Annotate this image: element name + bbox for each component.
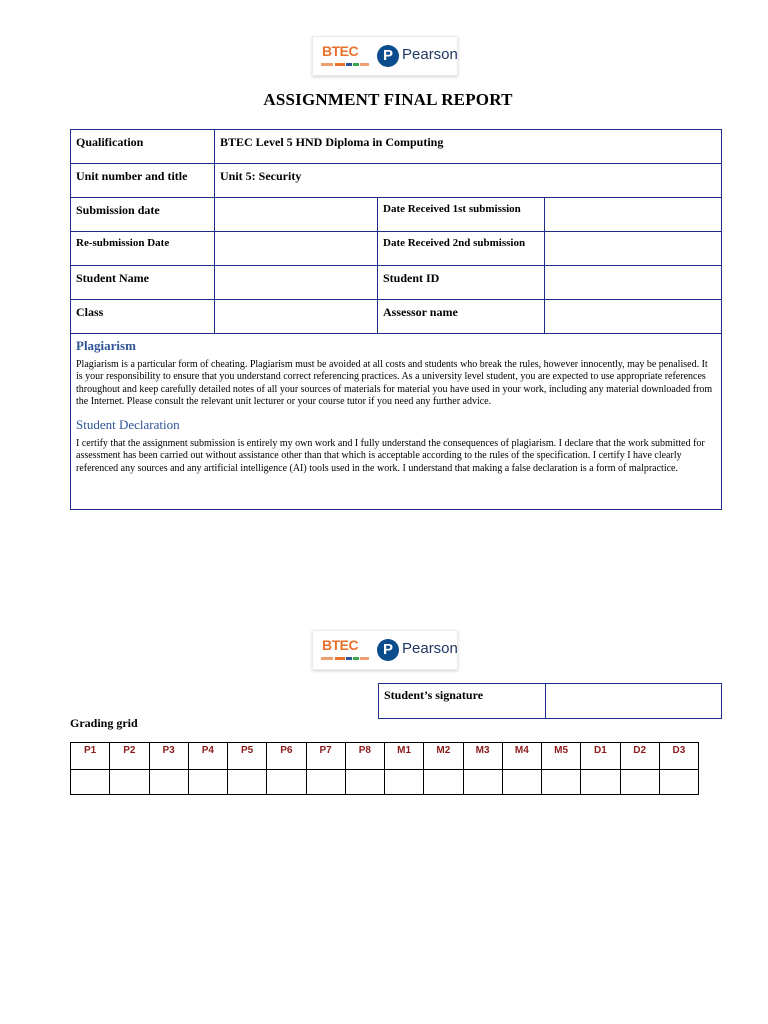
grading-cell-p6[interactable] — [267, 770, 306, 795]
grading-criterion-m2: M2 — [424, 743, 463, 770]
class-field[interactable] — [215, 300, 378, 334]
assessor-field[interactable] — [545, 300, 722, 334]
grading-grid — [70, 742, 699, 795]
btec-logo-stripe — [319, 63, 371, 67]
grading-criterion-p7: P7 — [306, 743, 345, 770]
submission-date-label: Submission date — [71, 198, 215, 232]
grading-cell-d2[interactable] — [620, 770, 659, 795]
grading-criterion-p2: P2 — [110, 743, 149, 770]
pearson-logo-text: Pearson — [402, 640, 458, 657]
grading-criterion-p4: P4 — [188, 743, 227, 770]
pearson-logo-text: Pearson — [402, 46, 458, 63]
table-row — [71, 130, 722, 164]
table-row — [71, 266, 722, 300]
grading-criterion-p8: P8 — [345, 743, 384, 770]
grading-criterion-p3: P3 — [149, 743, 188, 770]
submission-date-field[interactable] — [215, 198, 378, 232]
grading-criterion-p6: P6 — [267, 743, 306, 770]
logo-banner — [312, 36, 458, 76]
date-received-1-label: Date Received 1st submission — [378, 198, 545, 232]
student-name-label: Student Name — [71, 266, 215, 300]
grading-criterion-m4: M4 — [502, 743, 541, 770]
btec-logo-text: BTEC — [322, 637, 359, 653]
declaration-heading: Student Declaration — [76, 417, 180, 433]
notes-cell — [71, 334, 722, 510]
date-received-1-field[interactable] — [545, 198, 722, 232]
grading-cell-m2[interactable] — [424, 770, 463, 795]
grading-cell-p4[interactable] — [188, 770, 227, 795]
table-row — [71, 334, 722, 510]
grading-criterion-d2: D2 — [620, 743, 659, 770]
page-title: ASSIGNMENT FINAL REPORT — [263, 90, 513, 109]
table-row — [71, 198, 722, 232]
grading-criterion-d1: D1 — [581, 743, 620, 770]
grading-cell-p8[interactable] — [345, 770, 384, 795]
grading-cell-d3[interactable] — [659, 770, 698, 795]
table-row — [71, 164, 722, 198]
grading-cell-p7[interactable] — [306, 770, 345, 795]
declaration-text: I certify that the assignment submission is entirely my own work and I fully understand the consequences of plagiarism. I declare that the work submitted for assessment has been carried out without assistance other than that which is acceptable according to the rules of the specification. I certify I have clearly referenced any sources and any artificial intelligence (AI) tools used in the work. I understand that making a false declaration is a form of malpractice. — [76, 438, 705, 474]
qualification-label: Qualification — [71, 130, 215, 164]
grading-cell-m5[interactable] — [542, 770, 581, 795]
pearson-logo-icon: P — [377, 639, 399, 661]
resubmission-date-field[interactable] — [215, 232, 378, 266]
qualification-value: BTEC Level 5 HND Diploma in Computing — [215, 130, 722, 164]
resubmission-date-label: Re-submission Date — [71, 232, 215, 266]
class-label: Class — [71, 300, 215, 334]
student-id-label: Student ID — [378, 266, 545, 300]
grading-header-row — [71, 743, 699, 770]
btec-logo — [319, 42, 371, 70]
unit-value: Unit 5: Security — [215, 164, 722, 198]
grading-grid-label: Grading grid — [70, 716, 138, 730]
date-received-2-field[interactable] — [545, 232, 722, 266]
btec-logo-stripe — [319, 657, 371, 661]
grading-criterion-m1: M1 — [385, 743, 424, 770]
grading-criterion-m3: M3 — [463, 743, 502, 770]
signature-table — [378, 683, 722, 719]
signature-field[interactable] — [546, 684, 722, 719]
student-id-field[interactable] — [545, 266, 722, 300]
grading-cell-p5[interactable] — [228, 770, 267, 795]
table-row — [71, 232, 722, 266]
unit-label: Unit number and title — [71, 164, 215, 198]
assessor-label: Assessor name — [378, 300, 545, 334]
pearson-logo-icon: P — [377, 45, 399, 67]
assignment-info-table — [70, 129, 722, 510]
signature-label: Student’s signature — [379, 684, 546, 719]
student-name-field[interactable] — [215, 266, 378, 300]
grading-cell-p3[interactable] — [149, 770, 188, 795]
grading-cell-p1[interactable] — [71, 770, 110, 795]
grading-cell-m3[interactable] — [463, 770, 502, 795]
btec-logo-text: BTEC — [322, 43, 359, 59]
date-received-2-label: Date Received 2nd submission — [378, 232, 545, 266]
plagiarism-text: Plagiarism is a particular form of cheating. Plagiarism must be avoided at all costs and students who break the rules, however innocently, may be penalised. It is your responsibility to ensure that you understand correct referencing practices. As a university level student, you are expected to use appropriate references throughout and keep carefully detailed notes of all your sources of materials for material you have used in your work, including any material downloaded from the Internet. Please consult the relevant unit lecturer or your course tutor if you need any further advice. — [76, 359, 713, 407]
grading-criterion-p5: P5 — [228, 743, 267, 770]
logo-banner — [312, 630, 458, 670]
table-row — [379, 684, 722, 719]
grading-criterion-d3: D3 — [659, 743, 698, 770]
grading-cell-m4[interactable] — [502, 770, 541, 795]
plagiarism-heading: Plagiarism — [76, 338, 136, 353]
grading-cell-p2[interactable] — [110, 770, 149, 795]
btec-logo — [319, 636, 371, 664]
grading-cell-d1[interactable] — [581, 770, 620, 795]
table-row — [71, 300, 722, 334]
grading-criterion-m5: M5 — [542, 743, 581, 770]
grading-criterion-p1: P1 — [71, 743, 110, 770]
grading-cell-m1[interactable] — [385, 770, 424, 795]
grading-value-row — [71, 770, 699, 795]
